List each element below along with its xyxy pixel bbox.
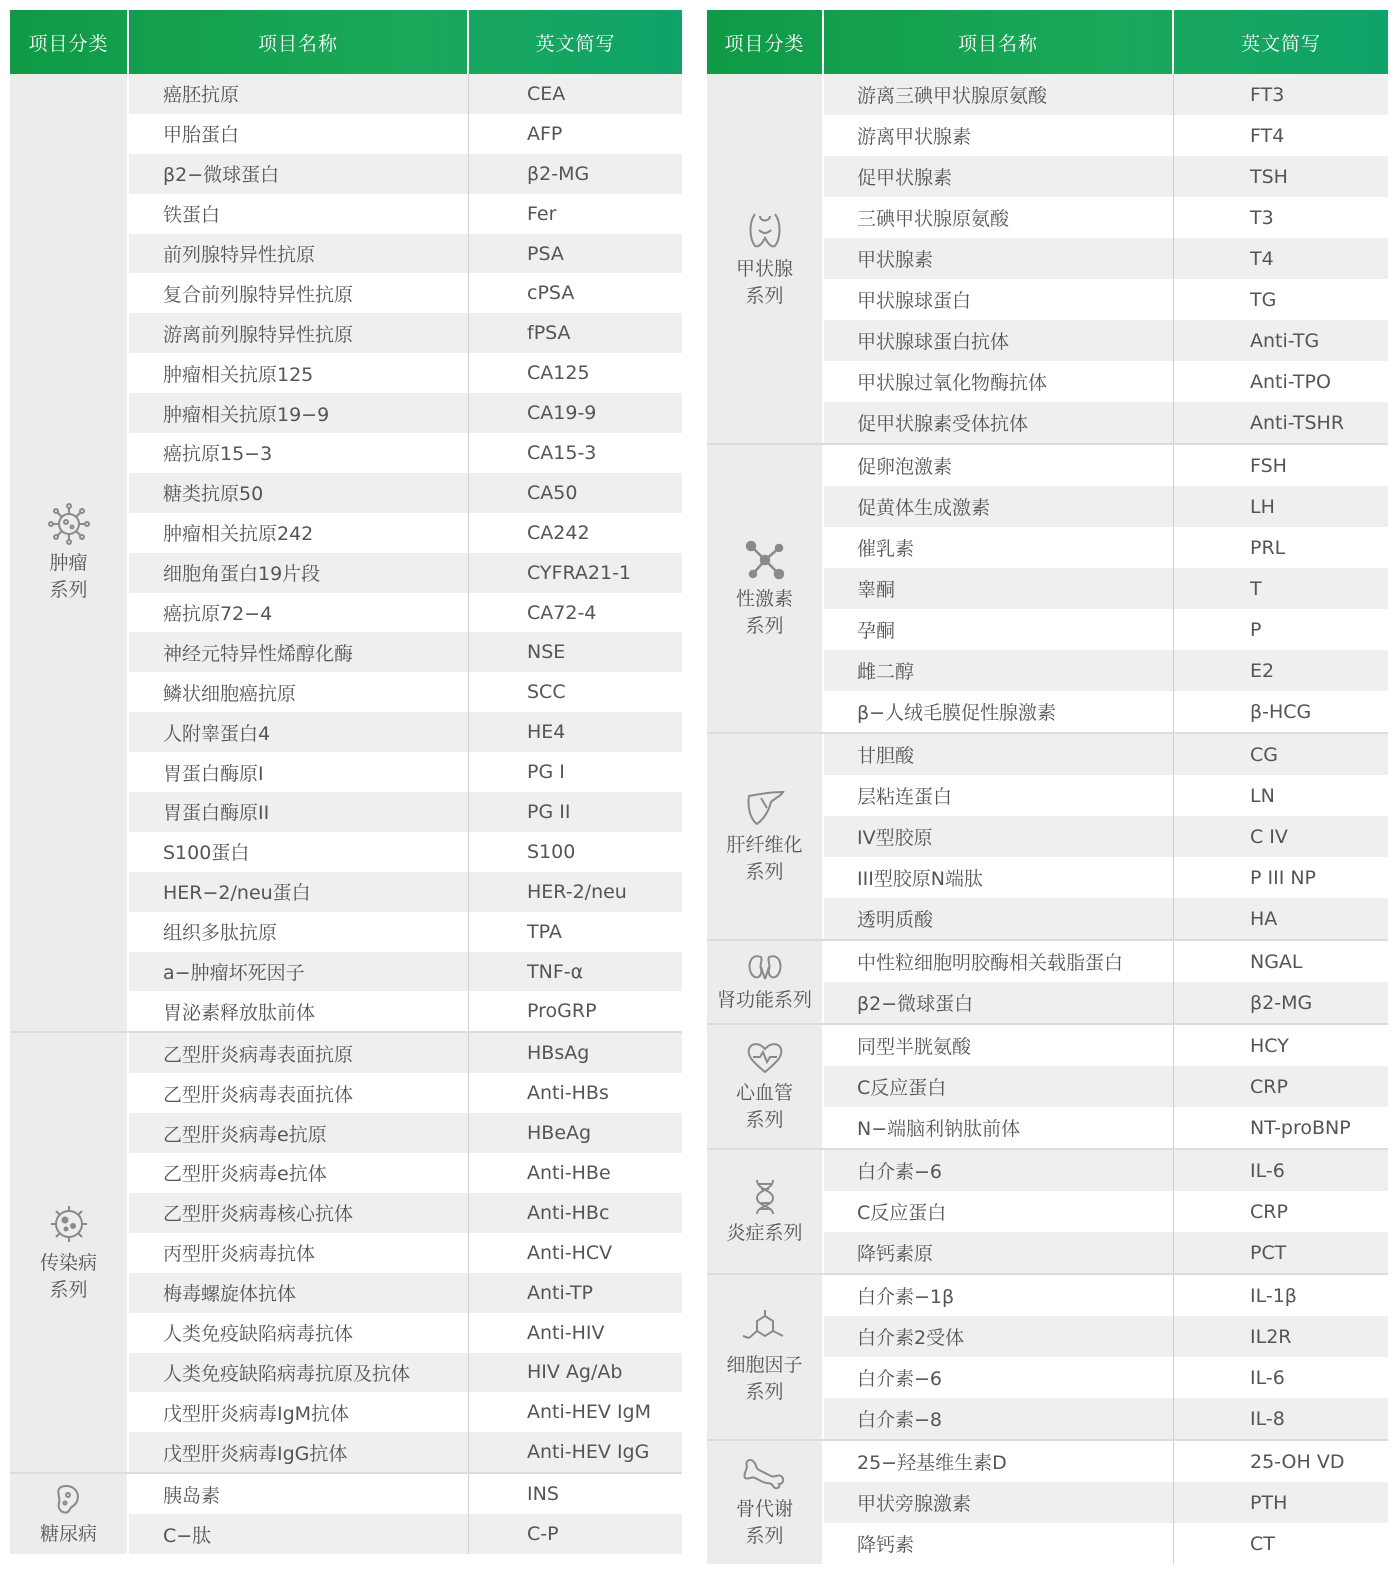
item-name: 乙型肝炎病毒表面抗原 [129,1033,469,1073]
germ-icon [47,1202,91,1250]
category-group [10,1033,682,1474]
table-row [824,857,1388,898]
item-name: III型胶原N端肽 [824,857,1174,898]
category-cell [707,445,824,732]
item-abbr: CRP [1250,1075,1288,1098]
item-rows [824,1150,1388,1273]
category-group [10,1474,682,1554]
table-row [129,632,682,672]
header-abbr: 英文简写 [1240,32,1321,55]
item-abbr: CG [1250,743,1278,766]
category-label: 甲状腺 [735,257,793,280]
item-abbr: AFP [527,122,563,145]
item-abbr: Fer [527,202,557,225]
item-name: 白介素−8 [824,1398,1174,1439]
category-cell [707,734,824,939]
table-row [824,898,1388,939]
item-abbr: PRL [1250,536,1286,559]
category-label: 系列 [745,614,784,637]
item-abbr: β-HCG [1250,700,1312,723]
item-abbr: CRP [1250,1200,1288,1223]
left-table [10,10,682,1554]
table-row [824,1191,1388,1232]
table-row [824,982,1388,1023]
item-name: C反应蛋白 [824,1066,1174,1107]
kidney-icon [745,951,785,987]
hexagon-molecule-icon [741,1308,789,1352]
item-abbr: PG I [527,761,565,784]
item-name: 甲状腺素 [824,238,1174,279]
item-name: 睾酮 [824,568,1174,609]
item-abbr: C-P [527,1523,559,1545]
item-name: β2−微球蛋白 [824,982,1174,1023]
item-abbr: TNF-α [527,960,584,983]
table-row [129,1273,682,1313]
item-abbr: HBsAg [527,1042,590,1065]
item-name: 人类免疫缺陷病毒抗体 [129,1313,469,1353]
item-abbr: CA15-3 [527,441,597,464]
item-name: 甲状腺球蛋白 [824,279,1174,320]
item-abbr: FT4 [1250,124,1285,147]
item-name: 肿瘤相关抗原19−9 [129,393,469,433]
item-name: 丙型肝炎病毒抗体 [129,1233,469,1273]
table-row [824,1398,1388,1439]
category-group [707,734,1388,941]
item-abbr: Anti-HEV IgM [527,1401,652,1424]
table-row [129,912,682,952]
table-row [824,1482,1388,1523]
item-abbr: ProGRP [527,1000,597,1023]
item-name: 乙型肝炎病毒核心抗体 [129,1193,469,1233]
table-row [824,486,1388,527]
item-abbr: LN [1250,784,1275,807]
table-row [824,1107,1388,1148]
item-abbr: TSH [1250,165,1288,188]
item-abbr: Anti-TG [1250,329,1320,352]
item-name: 癌抗原72−4 [129,593,469,633]
table-row [824,609,1388,650]
heart-icon [745,1040,785,1080]
category-group [707,74,1388,445]
item-abbr: β2-MG [1250,991,1313,1014]
category-cell [707,1275,824,1439]
item-name: 三碘甲状腺原氨酸 [824,197,1174,238]
table-row [824,1316,1388,1357]
item-abbr: S100 [527,840,576,863]
item-name: 肿瘤相关抗原242 [129,513,469,553]
item-name: 复合前列腺特异性抗原 [129,273,469,313]
table-row [129,1432,682,1472]
pancreas-icon [51,1481,87,1521]
category-cell [707,941,824,1023]
virus-icon [47,502,91,550]
item-abbr: IL-8 [1250,1407,1285,1430]
table-row [824,320,1388,361]
item-name: 胃蛋白酶原I [129,752,469,792]
item-name: β2−微球蛋白 [129,154,469,194]
item-abbr: INS [527,1483,559,1506]
item-name: 鳞状细胞癌抗原 [129,672,469,712]
item-name: a−肿瘤坏死因子 [129,952,469,992]
item-name: 铁蛋白 [129,194,469,234]
item-abbr: HBeAg [527,1122,592,1145]
item-name: 催乳素 [824,527,1174,568]
table-row [129,672,682,712]
item-name: β−人绒毛膜促性腺激素 [824,691,1174,732]
category-label: 性激素 [735,587,793,610]
item-rows [129,1033,682,1472]
item-abbr: P [1250,618,1262,641]
item-rows [824,74,1388,443]
table-row [129,832,682,872]
table-row [824,361,1388,402]
category-label: 炎症系列 [726,1222,803,1244]
item-rows [824,941,1388,1023]
table-row [824,691,1388,732]
item-name: 层粘连蛋白 [824,775,1174,816]
item-name: 25−羟基维生素D [824,1441,1174,1482]
table-row [824,568,1388,609]
table-row [824,279,1388,320]
table-row [129,433,682,473]
table-header [10,10,682,74]
table-row [129,1313,682,1353]
item-name: 降钙素 [824,1523,1174,1564]
item-name: C反应蛋白 [824,1191,1174,1232]
item-name: 游离三碘甲状腺原氨酸 [824,74,1174,115]
table-row [824,1275,1388,1316]
table-row [824,1150,1388,1191]
table-row [824,775,1388,816]
table-row [824,1025,1388,1066]
item-name: 人类免疫缺陷病毒抗原及抗体 [129,1353,469,1393]
item-abbr: PTH [1250,1491,1288,1514]
category-cell [707,1025,824,1148]
category-cell [707,74,824,443]
table-row [129,593,682,633]
item-name: 糖类抗原50 [129,473,469,513]
thyroid-icon [743,208,787,256]
table-row [129,1514,682,1554]
item-abbr: HE4 [527,721,566,744]
item-name: 细胞角蛋白19片段 [129,553,469,593]
item-rows [824,1441,1388,1564]
left-groups [10,74,682,1554]
item-abbr: CA72-4 [527,601,597,624]
table-row [129,513,682,553]
item-name: 肿瘤相关抗原125 [129,353,469,393]
item-abbr: LH [1250,495,1275,518]
item-rows [129,74,682,1031]
item-abbr: Anti-HBs [527,1082,609,1105]
bone-icon [741,1456,789,1496]
table-row [129,234,682,274]
item-abbr: FSH [1250,454,1287,477]
item-name: 甲状旁腺激素 [824,1482,1174,1523]
category-cell [707,1441,824,1564]
item-name: 白介素2受体 [824,1316,1174,1357]
item-abbr: HER-2/neu [527,880,627,903]
item-name: 中性粒细胞明胶酶相关载脂蛋白 [824,941,1174,982]
table-row [129,712,682,752]
table-row [129,473,682,513]
category-label: 系列 [745,1524,784,1547]
category-cell [10,1474,129,1554]
category-label: 骨代谢 [735,1497,793,1520]
item-name: 游离甲状腺素 [824,115,1174,156]
table-row [824,1523,1388,1564]
item-name: C−肽 [129,1514,469,1554]
table-row [824,445,1388,486]
item-abbr: fPSA [527,322,571,345]
table-row [129,194,682,234]
item-abbr: PSA [527,242,564,265]
item-abbr: C IV [1250,825,1288,848]
category-group [707,1441,1388,1564]
item-name: HER−2/neu蛋白 [129,872,469,912]
table-row [824,1357,1388,1398]
item-abbr: CYFRA21-1 [527,561,632,584]
item-abbr: CA50 [527,481,578,504]
table-row [129,273,682,313]
item-name: N−端脑利钠肽前体 [824,1107,1174,1148]
header-abbr: 英文简写 [535,32,616,55]
table-row [129,1233,682,1273]
item-name: 乙型肝炎病毒e抗原 [129,1113,469,1153]
item-name: 前列腺特异性抗原 [129,234,469,274]
table-row [824,1232,1388,1273]
item-abbr: PCT [1250,1241,1287,1264]
item-abbr: CA242 [527,521,590,544]
item-abbr: IL-6 [1250,1159,1285,1182]
header-category: 项目分类 [10,10,129,74]
item-name: 神经元特异性烯醇化酶 [129,632,469,672]
item-abbr: Anti-HBe [527,1161,611,1184]
table-row [129,74,682,114]
item-name: 甲状腺球蛋白抗体 [824,320,1174,361]
item-name: 促甲状腺素 [824,156,1174,197]
item-rows [129,1474,682,1554]
table-row [129,1073,682,1113]
item-name: 戊型肝炎病毒IgM抗体 [129,1392,469,1432]
item-abbr: NGAL [1250,950,1303,973]
item-rows [824,734,1388,939]
item-abbr: Anti-HIV [527,1321,605,1344]
table-row [824,734,1388,775]
table-row [129,872,682,912]
item-name: 促甲状腺素受体抗体 [824,402,1174,443]
table-row [129,1474,682,1514]
table-row [824,1441,1388,1482]
table-row [824,197,1388,238]
category-group [707,1275,1388,1441]
item-abbr: IL-6 [1250,1366,1285,1389]
category-label: 系列 [745,1108,784,1131]
item-abbr: 25-OH VD [1250,1450,1345,1473]
table-row [824,650,1388,691]
item-abbr: CA19-9 [527,402,597,425]
category-label: 心血管 [735,1081,793,1104]
item-name: 胰岛素 [129,1474,469,1514]
category-group [707,445,1388,734]
item-abbr: Anti-HBc [527,1201,610,1224]
table-row [129,1193,682,1233]
table-row [129,1033,682,1073]
table-row [129,991,682,1031]
item-abbr: CT [1250,1532,1275,1555]
item-abbr: PG II [527,800,571,823]
item-abbr: CEA [527,82,566,105]
category-label: 肿瘤 [49,551,88,574]
item-abbr: Anti-TP [527,1281,593,1304]
category-group [707,941,1388,1025]
category-cell [707,1150,824,1273]
table-row [824,238,1388,279]
item-abbr: T3 [1250,206,1274,229]
item-abbr: FT3 [1250,83,1285,106]
table-row [824,74,1388,115]
header-name: 项目名称 [824,10,1174,74]
category-label: 细胞因子 [726,1354,803,1376]
category-label: 糖尿病 [39,1522,97,1545]
molecule-icon [743,538,787,586]
item-name: 促黄体生成激素 [824,486,1174,527]
table-row [129,1153,682,1193]
right-table [707,10,1388,1564]
table-row [824,402,1388,443]
item-abbr: TPA [527,920,562,943]
table-row [824,941,1388,982]
item-name: 乙型肝炎病毒表面抗体 [129,1073,469,1113]
item-name: 甲状腺过氧化物酶抗体 [824,361,1174,402]
right-groups [707,74,1388,1564]
table-row [129,353,682,393]
table-row [824,156,1388,197]
table-row [824,527,1388,568]
item-name: 同型半胱氨酸 [824,1025,1174,1066]
table-header [707,10,1388,74]
category-label: 系列 [49,1278,88,1301]
item-abbr: β2-MG [527,162,590,185]
category-label: 传染病 [39,1251,97,1274]
item-name: 孕酮 [824,609,1174,650]
item-abbr: TG [1250,288,1277,311]
category-label: 系列 [49,578,88,601]
table-row [129,1113,682,1153]
category-group [10,74,682,1033]
item-name: IV型胶原 [824,816,1174,857]
header-name: 项目名称 [129,10,469,74]
item-abbr: Anti-HCV [527,1241,613,1264]
table-row [129,1392,682,1432]
item-abbr: SCC [527,681,566,704]
item-rows [824,1025,1388,1148]
table-row [129,952,682,992]
item-abbr: CA125 [527,362,590,385]
category-label: 系列 [745,284,784,307]
item-abbr: Anti-TPO [1250,370,1331,393]
item-abbr: NSE [527,641,566,664]
item-name: 梅毒螺旋体抗体 [129,1273,469,1313]
item-name: S100蛋白 [129,832,469,872]
table-row [129,313,682,353]
item-name: 降钙素原 [824,1232,1174,1273]
item-name: 组织多肽抗原 [129,912,469,952]
table-row [824,816,1388,857]
item-name: 促卵泡激素 [824,445,1174,486]
item-abbr: P III NP [1250,866,1317,889]
item-name: 胃蛋白酶原II [129,792,469,832]
table-row [824,115,1388,156]
table-row [129,752,682,792]
category-group [707,1025,1388,1150]
category-label: 肾功能系列 [716,988,812,1011]
dna-icon [747,1176,783,1220]
table-row [129,1353,682,1393]
item-rows [824,445,1388,732]
item-name: 甘胆酸 [824,734,1174,775]
item-name: 癌胚抗原 [129,74,469,114]
item-name: 白介素−1β [824,1275,1174,1316]
item-abbr: IL2R [1250,1325,1292,1348]
item-name: 人附睾蛋白4 [129,712,469,752]
table-row [824,1066,1388,1107]
table-row [129,553,682,593]
item-abbr: T [1250,577,1262,600]
item-name: 胃泌素释放肽前体 [129,991,469,1031]
category-label: 肝纤维化 [726,833,803,856]
item-name: 癌抗原15−3 [129,433,469,473]
item-abbr: Anti-HEV IgG [527,1441,650,1464]
item-abbr: cPSA [527,282,575,305]
table-row [129,393,682,433]
item-name: 戊型肝炎病毒IgG抗体 [129,1432,469,1472]
item-abbr: E2 [1250,659,1275,682]
category-cell [10,1033,129,1472]
item-name: 游离前列腺特异性抗原 [129,313,469,353]
table-row [129,114,682,154]
item-name: 透明质酸 [824,898,1174,939]
item-name: 乙型肝炎病毒e抗体 [129,1153,469,1193]
liver-icon [743,788,787,832]
table-row [129,792,682,832]
item-abbr: HA [1250,907,1278,930]
item-abbr: HCY [1250,1034,1289,1057]
category-label: 系列 [745,1381,784,1403]
category-group [707,1150,1388,1275]
table-row [129,154,682,194]
item-abbr: IL-1β [1250,1284,1297,1307]
item-name: 白介素−6 [824,1357,1174,1398]
header-category: 项目分类 [707,10,824,74]
item-abbr: T4 [1250,247,1274,270]
item-rows [824,1275,1388,1439]
item-name: 雌二醇 [824,650,1174,691]
item-abbr: Anti-TSHR [1250,411,1345,434]
item-name: 白介素−6 [824,1150,1174,1191]
item-name: 甲胎蛋白 [129,114,469,154]
category-label: 系列 [745,860,784,883]
item-abbr: HIV Ag/Ab [527,1361,623,1384]
category-cell [10,74,129,1031]
item-abbr: NT-proBNP [1250,1116,1351,1139]
